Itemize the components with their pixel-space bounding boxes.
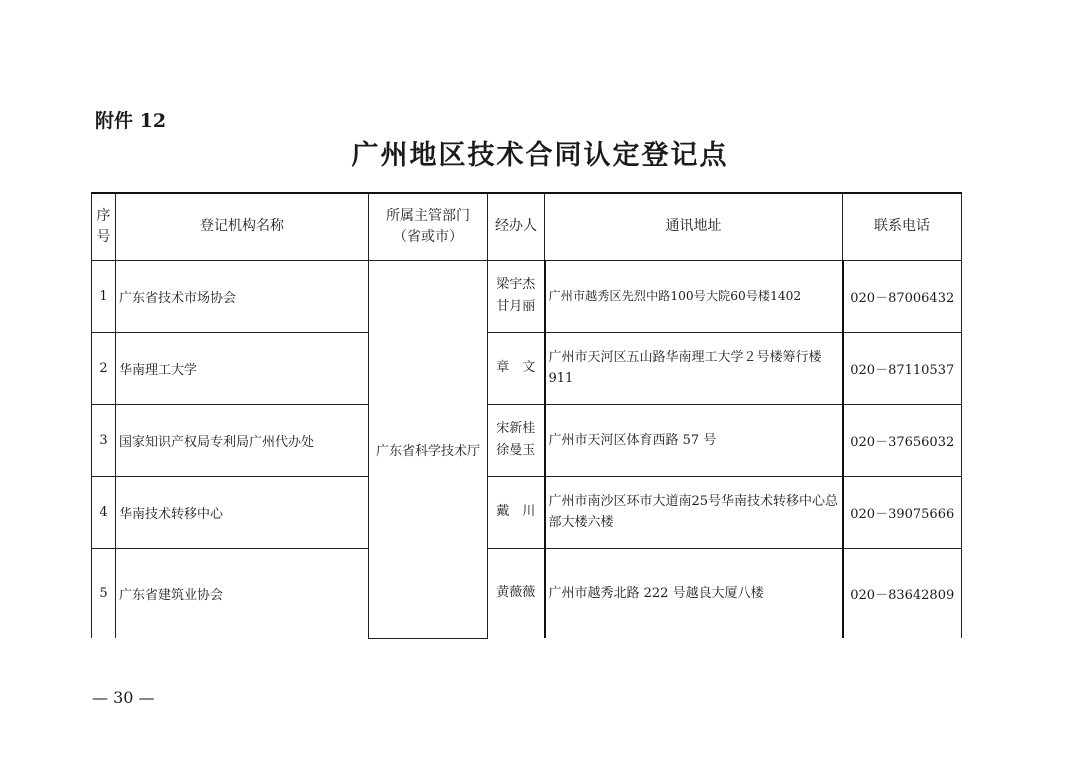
row-persons: 章 文 xyxy=(488,332,545,404)
table-row xyxy=(92,404,962,476)
table-row xyxy=(92,476,962,548)
row-address: 广州市越秀北路 222 号越良大厦八楼 xyxy=(545,548,843,638)
row-address: 广州市天河区体育西路 57 号 xyxy=(545,404,843,476)
department-cell: 广东省科学技术厅 xyxy=(369,260,488,638)
header-no: 序 号 xyxy=(92,193,116,260)
row-no: 5 xyxy=(92,548,116,638)
row-persons: 宋新桂 徐曼玉 xyxy=(488,404,545,476)
row-persons: 黄薇薇 xyxy=(488,548,545,638)
header-phone: 联系电话 xyxy=(843,193,962,260)
row-phone: 020－87006432 xyxy=(843,260,962,332)
page-number: — 30 — xyxy=(92,688,155,707)
attachment-label: 附件 12 xyxy=(95,110,167,132)
row-address: 广州市越秀区先烈中路100号大院60号楼1402 xyxy=(545,260,843,332)
header-person: 经办人 xyxy=(488,193,545,260)
registration-table xyxy=(91,192,962,639)
row-org-name: 华南技术转移中心 xyxy=(116,476,369,548)
row-org-name: 广东省技术市场协会 xyxy=(116,260,369,332)
row-address: 广州市南沙区环市大道南25号华南技术转移中心总部大楼六楼 xyxy=(545,476,843,548)
row-no: 3 xyxy=(92,404,116,476)
row-phone: 020－83642809 xyxy=(843,548,962,638)
row-org-name: 华南理工大学 xyxy=(116,332,369,404)
row-org-name: 国家知识产权局专利局广州代办处 xyxy=(116,404,369,476)
row-address: 广州市天河区五山路华南理工大学２号楼筹行楼 911 xyxy=(545,332,843,404)
row-no: 1 xyxy=(92,260,116,332)
table-row xyxy=(92,260,962,332)
row-phone: 020－39075666 xyxy=(843,476,962,548)
page-title: 广州地区技术合同认定登记点 xyxy=(351,140,729,171)
table-row xyxy=(92,548,962,638)
row-phone: 020－37656032 xyxy=(843,404,962,476)
table-row xyxy=(92,332,962,404)
row-no: 2 xyxy=(92,332,116,404)
row-persons: 梁宇杰 甘月丽 xyxy=(488,260,545,332)
row-persons: 戴 川 xyxy=(488,476,545,548)
header-address: 通讯地址 xyxy=(545,193,843,260)
row-org-name: 广东省建筑业协会 xyxy=(116,548,369,638)
row-no: 4 xyxy=(92,476,116,548)
table-header-row xyxy=(92,193,962,260)
header-dept: 所属主管部门 （省或市） xyxy=(369,193,488,260)
header-name: 登记机构名称 xyxy=(116,193,369,260)
row-phone: 020－87110537 xyxy=(843,332,962,404)
